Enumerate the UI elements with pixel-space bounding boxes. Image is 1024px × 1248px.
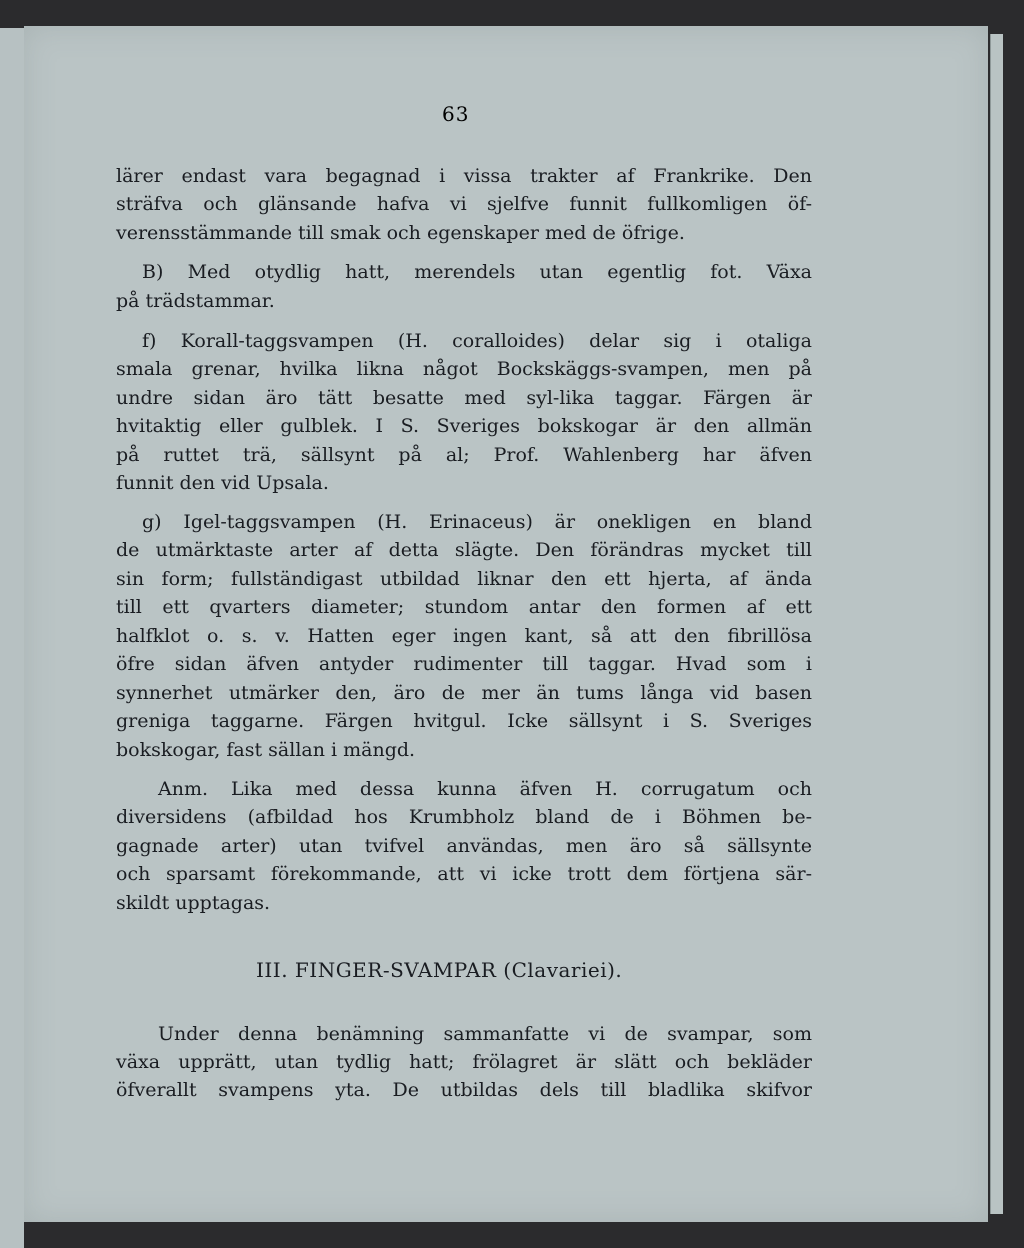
text-line: öfre sidan äfven antyder rudimenter till taggar. Hvad som i	[116, 653, 812, 675]
text-line: verensstämmande till smak och egenskaper med de öfrige.	[116, 222, 685, 244]
text-line: Anm. Lika med dessa kunna äfven H. corrugatum och	[158, 778, 812, 800]
text-line: diversidens (afbildad hos Krumbholz bland de i Böhmen be-	[116, 806, 812, 828]
text-line: på trädstammar.	[116, 290, 275, 312]
text-line: synnerhet utmärker den, äro de mer än tums långa vid basen	[116, 682, 812, 704]
text-line: och sparsamt förekommande, att vi icke trott dem förtjena sär-	[116, 863, 812, 885]
text-line: g) Igel-taggsvampen (H. Erinaceus) är onekligen en bland	[142, 511, 812, 533]
text-line: sträfva och glänsande hafva vi sjelfve funnit fullkomligen öf-	[116, 193, 812, 215]
text-line: halfklot o. s. v. Hatten eger ingen kant, så att den fibrillösa	[116, 625, 812, 647]
text-line: greniga taggarne. Färgen hvitgul. Icke sällsynt i S. Sveriges	[116, 710, 812, 732]
text-line: gagnade arter) utan tvifvel användas, men äro så sällsynte	[116, 835, 812, 857]
page-edge	[990, 34, 1003, 1214]
left-page-edge	[0, 28, 24, 1248]
text-line: smala grenar, hvilka likna något Bockskäggs-svampen, men på	[116, 358, 812, 380]
text-line: de utmärktaste arter af detta slägte. Den förändras mycket till	[116, 539, 812, 561]
text-line: sin form; fullständigast utbildad liknar den ett hjerta, af ända	[116, 568, 812, 590]
text-line: B) Med otydlig hatt, merendels utan egentlig fot. Växa	[142, 261, 812, 283]
section-heading: III. FINGER-SVAMPAR (Clavariei).	[256, 958, 623, 982]
text-line: växa upprätt, utan tydlig hatt; frölagret är slätt och bekläder	[116, 1051, 812, 1073]
text-line: f) Korall-taggsvampen (H. coralloides) delar sig i otaliga	[142, 330, 812, 352]
text-line: öfverallt svampens yta. De utbildas dels till bladlika skifvor	[116, 1079, 812, 1101]
text-line: skildt upptagas.	[116, 892, 271, 914]
text-line: på ruttet trä, sällsynt på al; Prof. Wahlenberg har äfven	[116, 444, 812, 466]
text-line: Under denna benämning sammanfatte vi de svampar, som	[158, 1023, 812, 1045]
book-page	[24, 26, 988, 1222]
text-line: undre sidan äro tätt besatte med syl-lika taggar. Färgen är	[116, 387, 812, 409]
text-line: bokskogar, fast sällan i mängd.	[116, 739, 416, 761]
text-line: hvitaktig eller gulblek. I S. Sveriges bokskogar är den allmän	[116, 415, 812, 437]
text-line: lärer endast vara begagnad i vissa trakter af Frankrike. Den	[116, 165, 812, 187]
page-number: 63	[442, 102, 470, 126]
text-line: till ett qvarters diameter; stundom antar den formen af ett	[116, 596, 812, 618]
text-line: funnit den vid Upsala.	[116, 472, 329, 494]
